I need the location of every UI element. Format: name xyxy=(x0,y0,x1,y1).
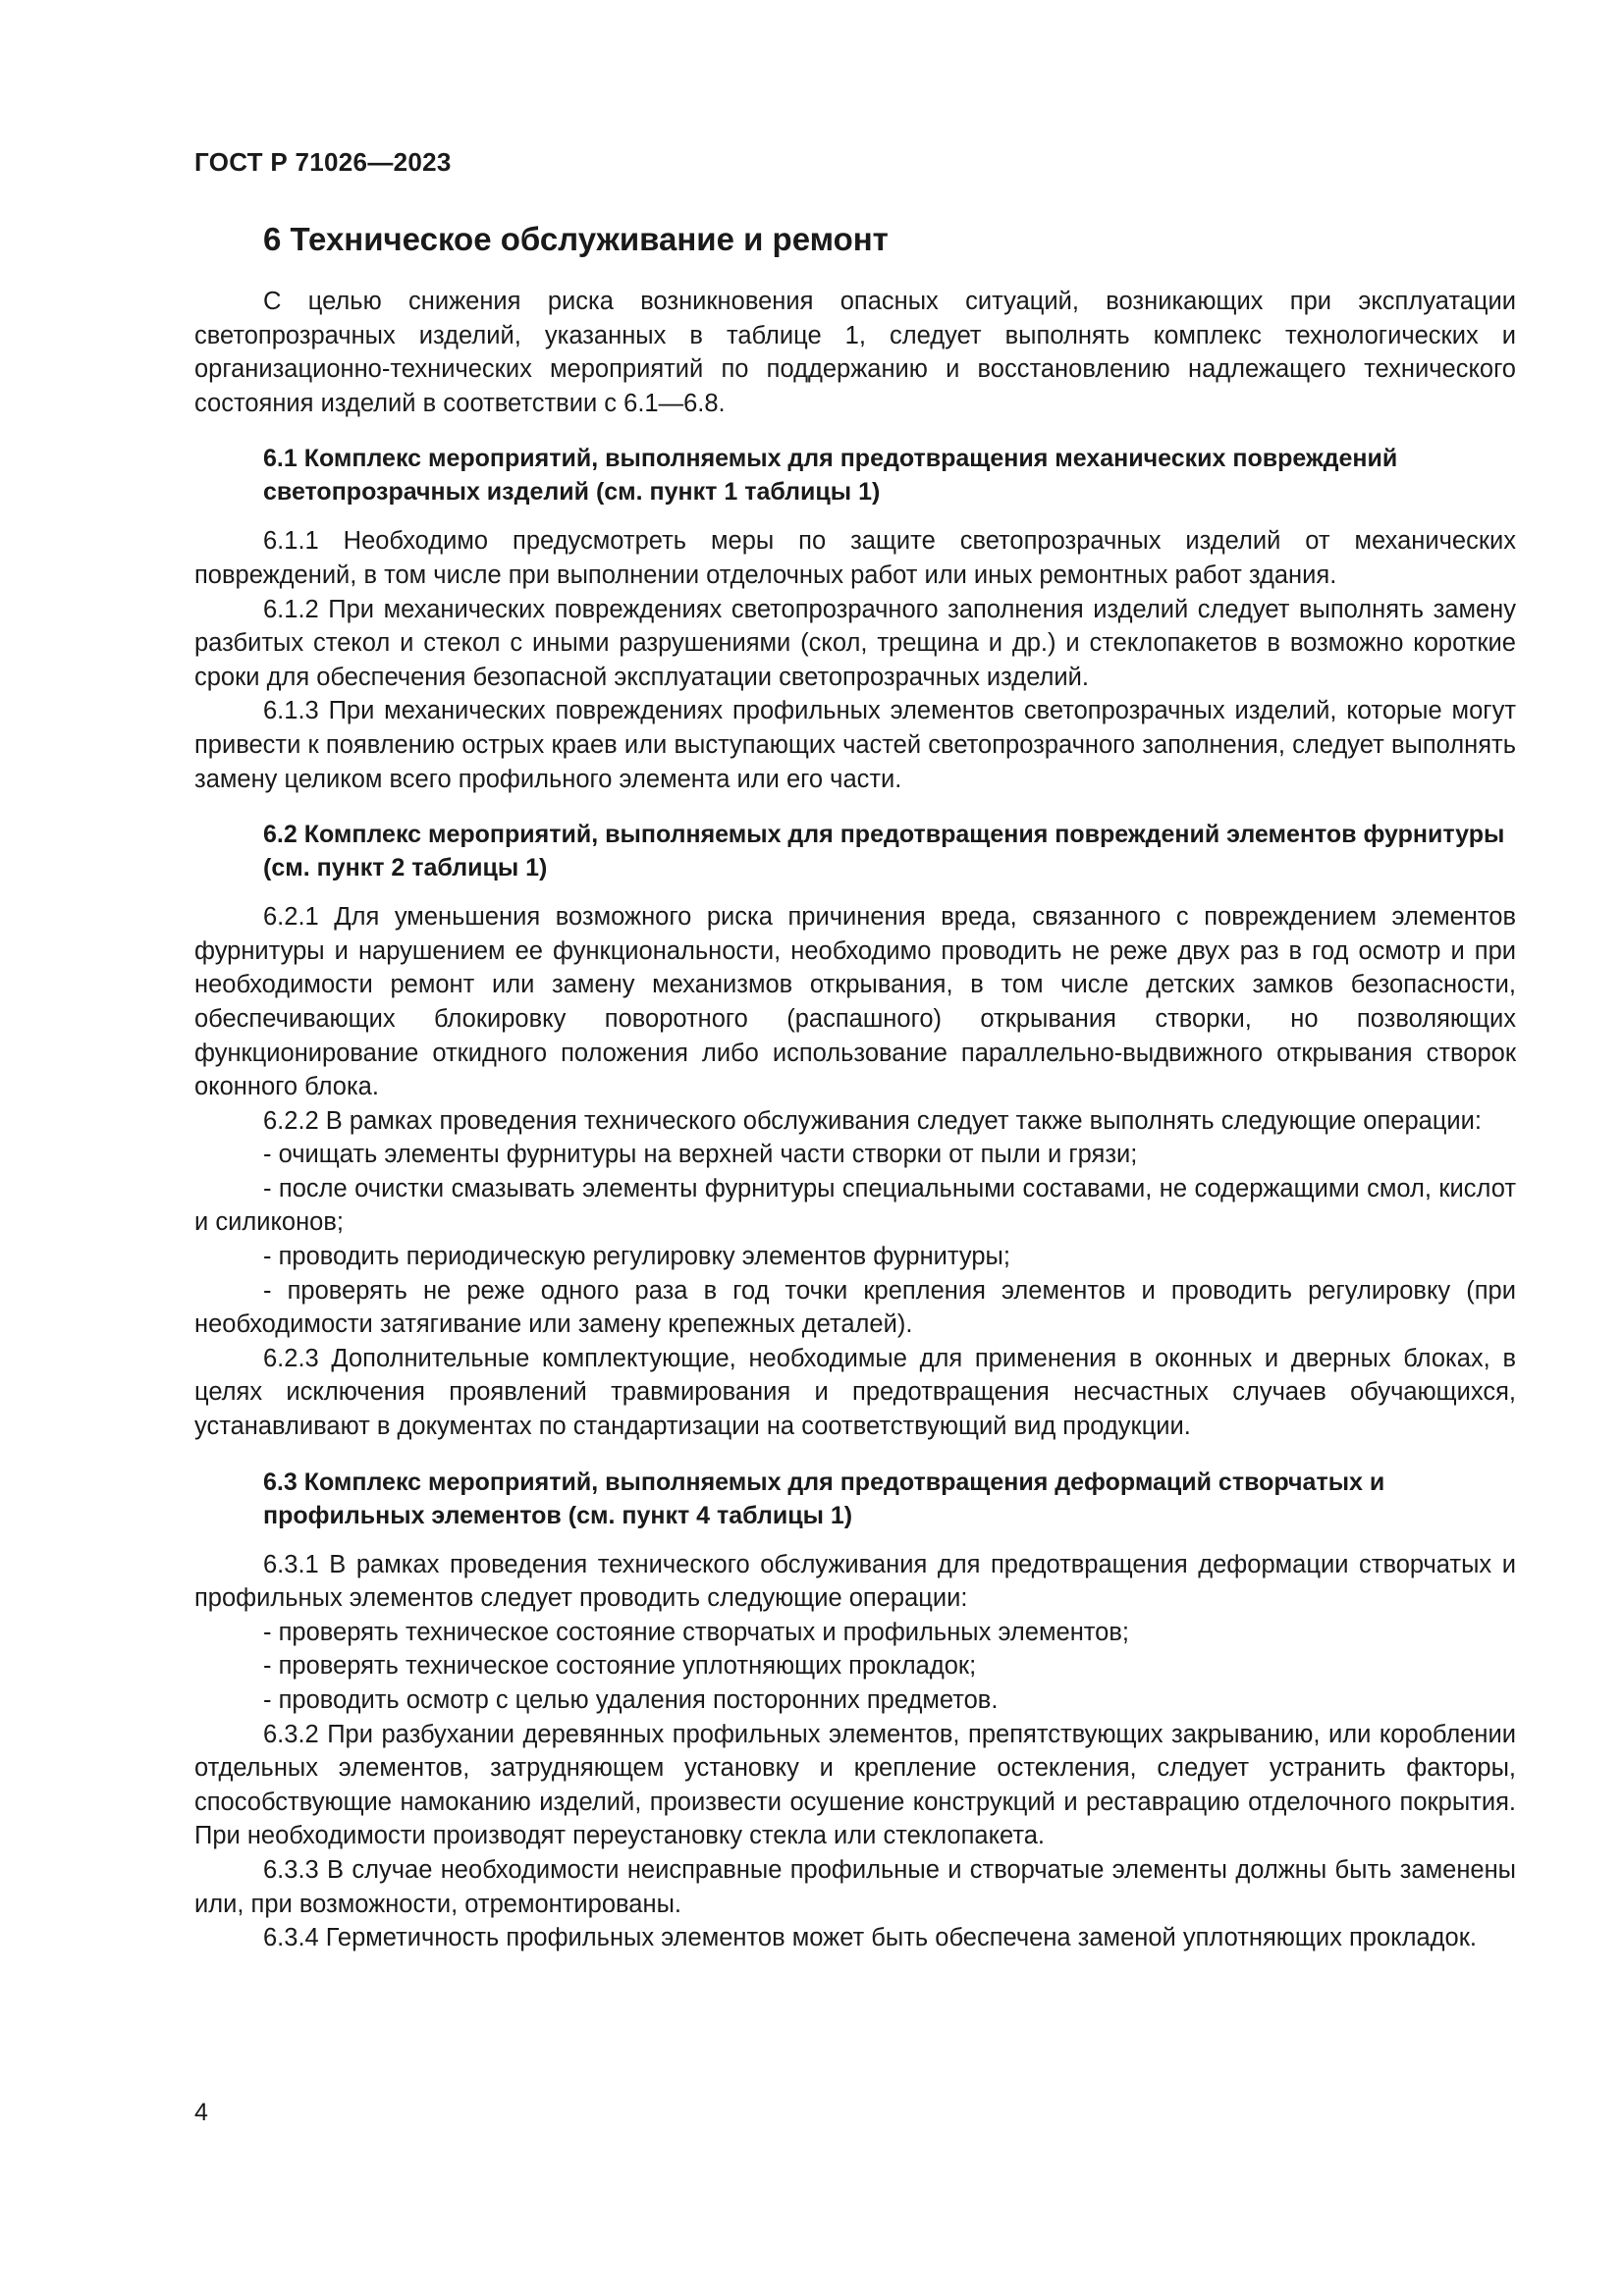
clause-6-2-3: 6.2.3 Дополнительные комплектующие, необходимые для применения в оконных и дверных блоках, в целях исключения проявлений травмирования и предотвращения несчастных случаев обучающихся, устанавливают в документах по стандартизации на соответствующий вид продукции. xyxy=(194,1344,1516,1441)
list-item: - проверять техническое состояние уплотняющих прокладок; xyxy=(263,1652,977,1681)
list-item: - проводить периодическую регулировку элементов фурнитуры; xyxy=(263,1243,1010,1271)
clause-6-3-1: 6.3.1 В рамках проведения технического обслуживания для предотвращения деформации створчатых и профильных элементов следует проводить следующие операции: xyxy=(194,1550,1516,1613)
document-code: ГОСТ Р 71026—2023 xyxy=(194,147,452,177)
list-item: - проверять техническое состояние створчатых и профильных элементов; xyxy=(263,1618,1129,1646)
subsection-6-3-title: 6.3 Комплекс мероприятий, выполняемых для предотвращения деформаций створчатых и профильных элементов (см. пункт 4 таблицы 1) xyxy=(263,1468,1385,1529)
section-intro: С целью снижения риска возникновения опасных ситуаций, возникающих при эксплуатации светопрозрачных изделий, указанных в таблице 1, следует выполнять комплекс технологических и организационно-технических мероприятий по поддержанию и восстановлению надлежащего технического состояния изделий в соответствии с 6.1—6.8. xyxy=(194,288,1516,417)
section-title: 6 Техническое обслуживание и ремонт xyxy=(263,221,889,257)
clause-6-3-3: 6.3.3 В случае необходимости неисправные профильные и створчатые элементы должны быть заменены или, при возможности, отремонтированы. xyxy=(194,1855,1516,1918)
subsection-6-2-title: 6.2 Комплекс мероприятий, выполняемых для предотвращения повреждений элементов фурнитуры (см. пункт 2 таблицы 1) xyxy=(263,821,1505,882)
clause-6-2-2: 6.2.2 В рамках проведения технического обслуживания следует также выполнять следующие операции: xyxy=(263,1106,1483,1135)
list-item: - проверять не реже одного раза в год точки крепления элементов и проводить регулировку (при необходимости затягивание или замену крепежных деталей). xyxy=(194,1276,1516,1339)
list-item: - проводить осмотр с целью удаления посторонних предметов. xyxy=(263,1686,999,1714)
subsection-6-1-title: 6.1 Комплекс мероприятий, выполняемых для предотвращения механических повреждений светопрозрачных изделий (см. пункт 1 таблицы 1) xyxy=(263,445,1398,507)
clause-6-3-4: 6.3.4 Герметичность профильных элементов может быть обеспечена заменой уплотняющих прокладок. xyxy=(263,1924,1477,1952)
clause-6-2-1: 6.2.1 Для уменьшения возможного риска причинения вреда, связанного с повреждением элементов фурнитуры и нарушением ее функциональности, необходимо проводить не реже двух раз в год осмотр и при необходимости ремонт или замену механизмов открывания, в том числе детских замков безопасности, обеспечивающих блокировку поворотного (распашного) открывания створки, но позволяющих функционирование откидного положения либо использование параллельно-выдвижного открывания створок оконного блока. xyxy=(194,903,1516,1101)
document-body xyxy=(194,218,1516,1955)
clause-6-1-2: 6.1.2 При механических повреждениях светопрозрачного заполнения изделий следует выполнять замену разбитых стекол и стекол с иными разрушениями (скол, трещина и др.) и стеклопакетов в возможно короткие сроки для обеспечения безопасной эксплуатации светопрозрачных изделий. xyxy=(194,595,1516,691)
clause-6-1-3: 6.1.3 При механических повреждениях профильных элементов светопрозрачных изделий, которые могут привести к появлению острых краев или выступающих частей светопрозрачного заполнения, следует выполнять замену целиком всего профильного элемента или его части. xyxy=(194,697,1516,793)
list-item: - после очистки смазывать элементы фурнитуры специальными составами, не содержащими смол, кислот и силиконов; xyxy=(194,1174,1516,1237)
clause-6-1-1: 6.1.1 Необходимо предусмотреть меры по защите светопрозрачных изделий от механических повреждений, в том числе при выполнении отделочных работ или иных ремонтных работ здания. xyxy=(194,527,1516,589)
list-item: - очищать элементы фурнитуры на верхней части створки от пыли и грязи; xyxy=(263,1141,1138,1169)
page-number: 4 xyxy=(194,2099,208,2126)
clause-6-3-2: 6.3.2 При разбухании деревянных профильных элементов, препятствующих закрыванию, или короблении отдельных элементов, затрудняющем установку и крепление остекления, следует устранить факторы, способствующие намоканию изделий, произвести осушение конструкций и реставрацию отделочного покрытия. При необходимости производят переустановку стекла или стеклопакета. xyxy=(194,1720,1516,1850)
